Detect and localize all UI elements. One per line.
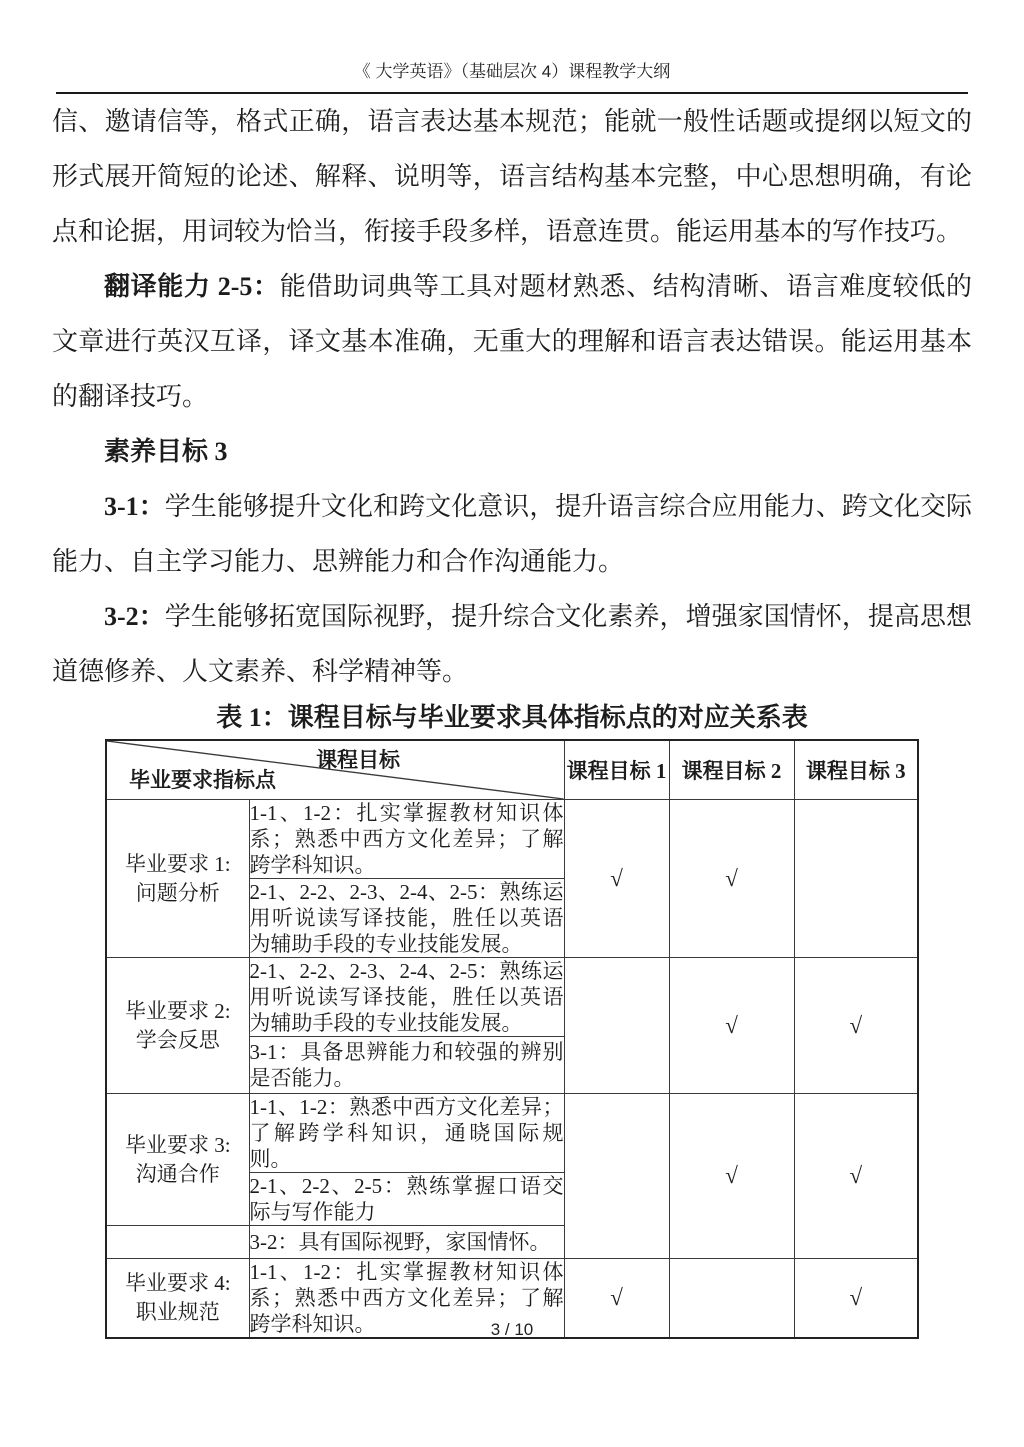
req3-cell	[106, 1094, 249, 1226]
column-header-goal-2: 课程目标 2	[669, 740, 794, 800]
req2-goal3-check: √	[794, 958, 918, 1094]
req1-field: 问题分析	[135, 880, 220, 905]
translation-text: 能借助词典等工具对题材熟悉、结构清晰、语言难度较低的文章进行英汉互译，译文基本准确，无重大的理解和语言表达错误。能运用基本的翻译技巧。	[52, 272, 972, 411]
req1-name: 毕业要求 1:	[124, 851, 231, 876]
req2-indicator-1: 2-1、2-2、2-3、2-4、2-5：熟练运用听说读写译技能，胜任以英语为辅助手段的专业技能发展。	[249, 959, 564, 1035]
req3-goal1-check	[564, 1094, 669, 1259]
corner-cell	[106, 740, 564, 800]
req2-cell	[106, 958, 249, 1094]
paragraph-3-2	[52, 589, 972, 699]
req1-goal3-check	[794, 800, 918, 958]
req3-indicator-2: 2-1、2-2、2-5：熟练掌握口语交际与写作能力	[249, 1174, 564, 1224]
section-heading-literacy-goal: 素养目标 3	[104, 437, 228, 466]
table-row	[106, 1094, 918, 1173]
item-3-2-label: 3-2：	[104, 602, 165, 631]
column-header-goal-3: 课程目标 3	[794, 740, 918, 800]
req2-field: 学会反思	[135, 1027, 220, 1052]
table-row	[106, 958, 918, 1037]
corner-label-graduation-indicators: 毕业要求指标点	[129, 768, 276, 792]
item-3-2-text: 学生能够拓宽国际视野，提升综合文化素养，增强家国情怀，提高思想道德修养、人文素养、科学精神等。	[52, 602, 972, 686]
req1-indicator-2: 2-1、2-2、2-3、2-4、2-5：熟练运用听说读写译技能，胜任以英语为辅助手段的专业技能发展。	[249, 880, 564, 956]
req4-field: 职业规范	[135, 1300, 220, 1324]
corner-label-course-goals: 课程目标	[316, 748, 401, 772]
req4-indicator-1: 1-1、1-2：扎实掌握教材知识体系；熟悉中西方文化差异；了解跨学科知识。	[249, 1260, 564, 1336]
req3-goal2-check: √	[669, 1094, 794, 1259]
req1-goal2-check: √	[669, 800, 794, 958]
req3-indicator-3: 3-2：具有国际视野，家国情怀。	[249, 1226, 564, 1259]
req3-name: 毕业要求 3:	[124, 1132, 231, 1157]
page-number: 3 / 10	[490, 1320, 534, 1339]
running-header-title: 《 大学英语》（基础层次 4）课程教学大纲	[353, 62, 671, 81]
item-3-1-text: 学生能够提升文化和跨文化意识，提升语言综合应用能力、跨文化交际能力、自主学习能力、思辨能力和合作沟通能力。	[52, 492, 972, 576]
req2-goal1-check	[564, 958, 669, 1094]
translation-label: 翻译能力 2-5：	[104, 272, 280, 301]
column-header-goal-1: 课程目标 1	[564, 740, 669, 800]
req1-indicator-1: 1-1、1-2：扎实掌握教材知识体系；熟悉中西方文化差异；了解跨学科知识。	[249, 801, 564, 877]
paragraph-3-1	[52, 479, 972, 589]
req4-name: 毕业要求 4:	[124, 1271, 231, 1295]
req1-goal1-check: √	[564, 800, 669, 958]
req3-goal3-check: √	[794, 1094, 918, 1259]
table-row	[106, 800, 918, 879]
req1-cell	[106, 800, 249, 958]
req3-indicator-1: 1-1、1-2：熟悉中西方文化差异；了解跨学科知识，通晓国际规则。	[249, 1095, 564, 1171]
item-3-1-label: 3-1：	[104, 492, 165, 521]
body-content	[52, 94, 972, 699]
table-header-row	[106, 740, 918, 800]
req4-goal3-check: √	[794, 1259, 918, 1339]
paragraph-writing-text: 信、邀请信等，格式正确，语言表达基本规范；能就一般性话题或提纲以短文的形式展开简短的论述、解释、说明等，语言结构基本完整，中心思想明确，有论点和论据，用词较为恰当，衔接手段多样，语意连贯。能运用基本的写作技巧。	[52, 107, 972, 246]
paragraph-writing-continued	[52, 94, 972, 259]
req4-goal1-check: √	[564, 1259, 669, 1339]
req2-indicator-2: 3-1：具备思辨能力和较强的辨别是否能力。	[249, 1037, 564, 1094]
paragraph-translation	[52, 259, 972, 424]
req2-name: 毕业要求 2:	[124, 998, 231, 1023]
table-title: 表 1：课程目标与毕业要求具体指标点的对应关系表	[216, 703, 808, 732]
mapping-table	[105, 739, 919, 1339]
req2-goal2-check: √	[669, 958, 794, 1094]
req3-field: 沟通合作	[135, 1161, 220, 1186]
req3-empty-cell	[106, 1226, 249, 1259]
